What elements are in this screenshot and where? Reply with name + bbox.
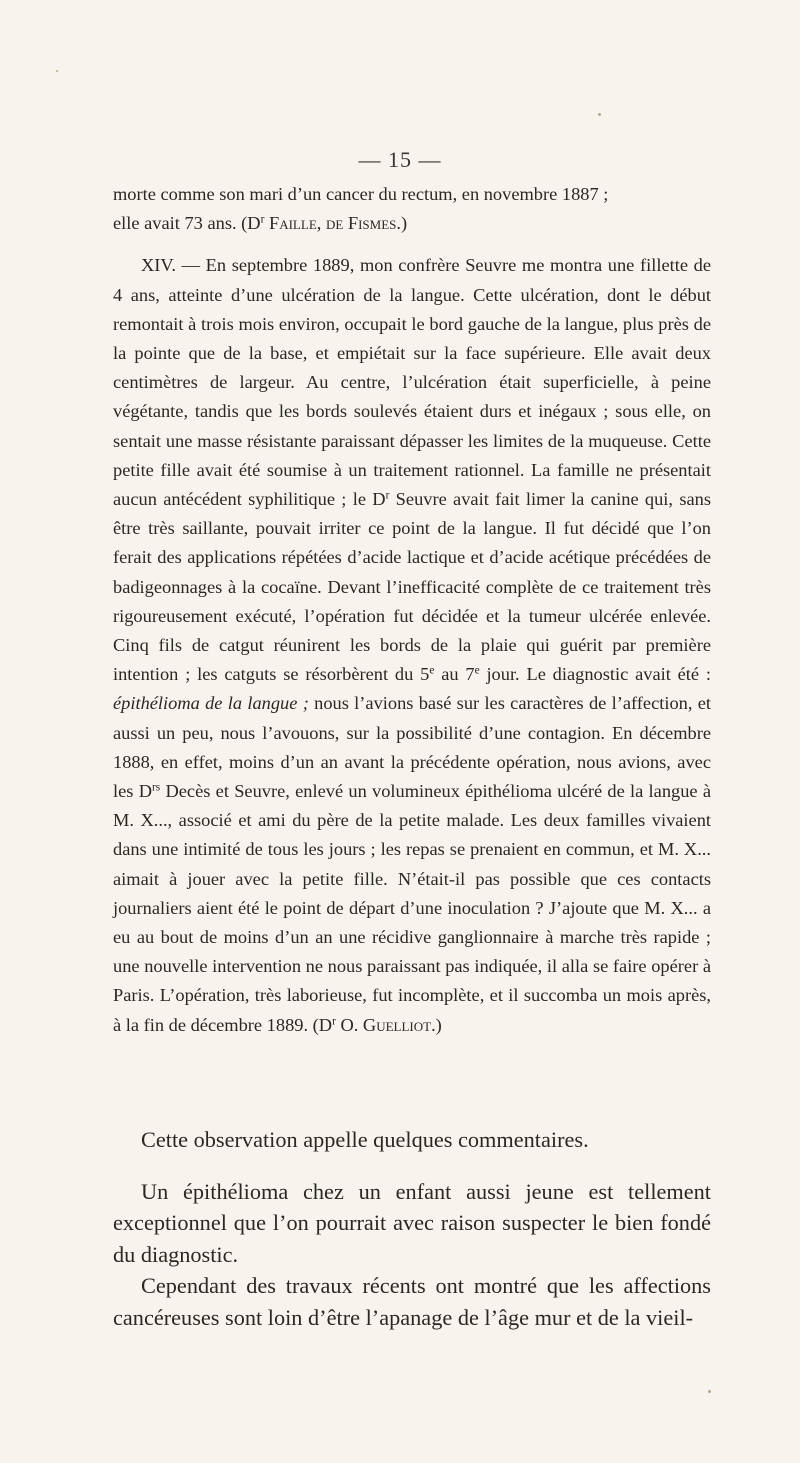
paper-speck [56,70,58,72]
paragraph-case-xiv: XIV. — En septembre 1889, mon confrère Seuvre me montra une fillette de 4 ans, atteinte d’une ulcération de la langue. Cette ulcération, dont le début remontait à trois mois environ, occupait le bord gauche de la langue, plus près de la pointe que de la base, et empiétait sur la face supérieure. Elle avait deux centimètres de largeur. Au centre, l’ulcération était superficielle, à peine végétante, tandis que les bords soulevés étaient durs et inégaux ; sous elle, on sentait une masse résistante paraissant dépasser les limites de la muqueuse. Cette petite fille avait été soumise à un traitement rationnel. La famille ne présentait aucun antécédent syphilitique ; le $D^r$ Seuvre avait fait limer la canine qui, sans être très saillante, pouvait irriter ce point de la langue. Il fut décidé que l’on ferait des applications répétées d’acide lactique et d’acide acétique précédées de badigeonnages à la cocaïne. Devant l’inefficacité complète de ce traitement très rigoureusement exécuté, l’opération fut décidée et la tumeur ulcérée enlevée. Cinq fils de catgut réunirent les bords de la plaie qui guérit par première intention ; les catguts se résorbèrent du 5e au 7e jour. Le diagnostic avait été : épithélioma de la langue ; nous l’avions basé sur les caractères de l’affection, et aussi un peu, nous l’avouons, sur la possibilité d’une contagion. En décembre 1888, en effet, moins d’un an avant la précédente opération, nous avions, avec les $D^{rs}$ Decès et Seuvre, enlevé un volumineux épithélioma ulcéré de la langue à M. X..., associé et ami du père de la petite malade. Les deux familles vivaient dans une intimité de tous les jours ; les repas se prenaient en commun, et M. X... aimait à jouer avec la petite fille. N’était-il pas possible que ces contacts journaliers aient été le point de départ d’une inoculation ? J’ajoute que M. X... a eu au bout de moins d’un an une récidive ganglionnaire à marche très rapide ; une nouvelle intervention ne nous paraissant pas indiquée, il alla se faire opérer à Paris. L’opération, très laborieuse, fut incomplète, et il succomba un mois après, à la fin de décembre 1889. ($D^r$ O. Guelliot.) [113,255,712,1035]
commentary-heading: Cette observation appelle quelques commentaires. [141,1127,589,1152]
commentary-paragraph-2: Cependant des travaux récents ont montré que les affections cancéreuses sont loin d’être l’apanage de l’âge mur et de la vieil- [113,1273,711,1330]
paper-speck [708,1390,711,1393]
commentary-paragraph-1: Un épithélioma chez un enfant aussi jeune est tellement exceptionnel que l’on pourrait avec raison suspecter le bien fondé du diagnostic. [113,1178,711,1267]
paper-speck [598,113,601,116]
page-number: — 15 — [358,147,442,172]
paragraph-intro: morte comme son mari d’un cancer du rectum, en novembre 1887 ; elle avait 73 ans. ($D^r$ Faille, de Fismes.) [113,184,609,234]
commentary-text [113,1124,711,1333]
observation-text [113,180,711,1040]
